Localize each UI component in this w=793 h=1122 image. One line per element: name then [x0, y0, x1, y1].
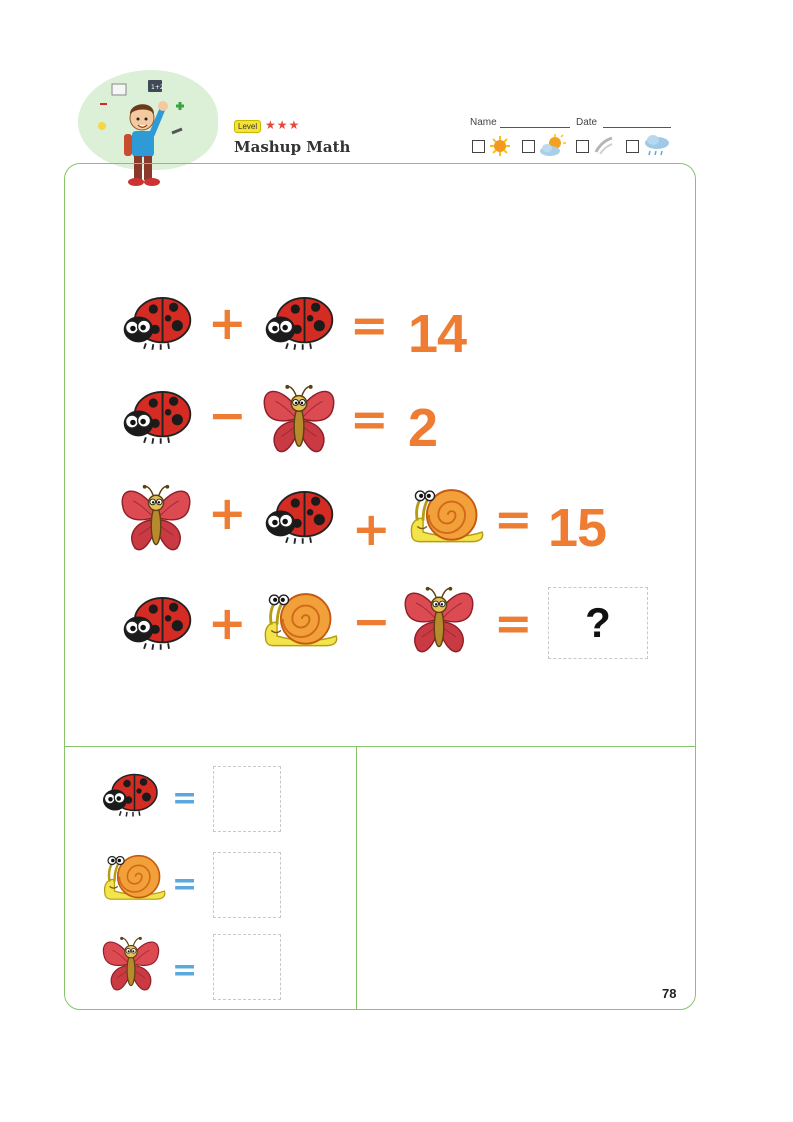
name-label: Name — [470, 117, 497, 128]
butterfly-answer-box[interactable] — [213, 934, 281, 1000]
ladybug-icon — [262, 486, 336, 546]
equals-sign: = — [350, 298, 389, 352]
equals-sign: = — [494, 492, 533, 546]
snail-answer-box[interactable] — [213, 852, 281, 918]
level-badge: Level — [234, 120, 261, 133]
plus-operator: + — [208, 486, 247, 540]
plus-operator: + — [208, 296, 247, 350]
snail-icon — [258, 582, 340, 652]
ladybug-icon — [120, 386, 194, 446]
mood-checkbox-wind[interactable] — [576, 140, 589, 153]
sun-cloud-icon — [538, 134, 566, 158]
page-number: 78 — [662, 986, 677, 1001]
question-mark: ? — [585, 599, 611, 646]
section-divider-vertical — [356, 746, 357, 1010]
butterfly-icon — [260, 382, 338, 456]
date-label: Date — [576, 117, 598, 128]
equals-sign: = — [350, 392, 389, 446]
plus-operator: + — [208, 596, 247, 650]
equals-sign: = — [172, 867, 198, 902]
equals-sign: = — [494, 596, 533, 650]
answer-box-final[interactable] — [548, 587, 648, 659]
wind-icon — [592, 136, 614, 156]
mood-checkbox-rain[interactable] — [626, 140, 639, 153]
plus-operator: + — [352, 502, 391, 556]
level-stars: ★★★ — [265, 118, 301, 132]
sun-icon — [488, 135, 512, 157]
equals-sign: = — [172, 781, 198, 816]
ladybug-icon — [120, 592, 194, 652]
minus-operator: − — [352, 594, 391, 648]
mood-checkbox-sun-cloud[interactable] — [522, 140, 535, 153]
row-result: 2 — [408, 398, 438, 458]
butterfly-icon — [400, 584, 478, 656]
ladybug-answer-box[interactable] — [213, 766, 281, 832]
svg-text:1+2: 1+2 — [151, 84, 164, 91]
row-result: 15 — [548, 498, 607, 558]
date-field[interactable] — [603, 127, 671, 128]
butterfly-icon — [100, 934, 162, 994]
worksheet-title: Mashup Math — [234, 138, 351, 156]
ladybug-icon — [262, 292, 336, 352]
ladybug-icon — [120, 292, 194, 352]
ladybug-icon — [100, 770, 160, 818]
section-divider-horizontal — [64, 746, 696, 747]
name-field[interactable] — [500, 127, 570, 128]
rain-cloud-icon — [642, 133, 672, 159]
mood-checkbox-sun[interactable] — [472, 140, 485, 153]
butterfly-icon — [118, 482, 194, 554]
minus-operator: − — [208, 388, 247, 442]
snail-icon — [404, 478, 486, 548]
equals-sign: = — [172, 953, 198, 988]
row-result: 14 — [408, 304, 467, 364]
snail-icon — [98, 846, 168, 904]
